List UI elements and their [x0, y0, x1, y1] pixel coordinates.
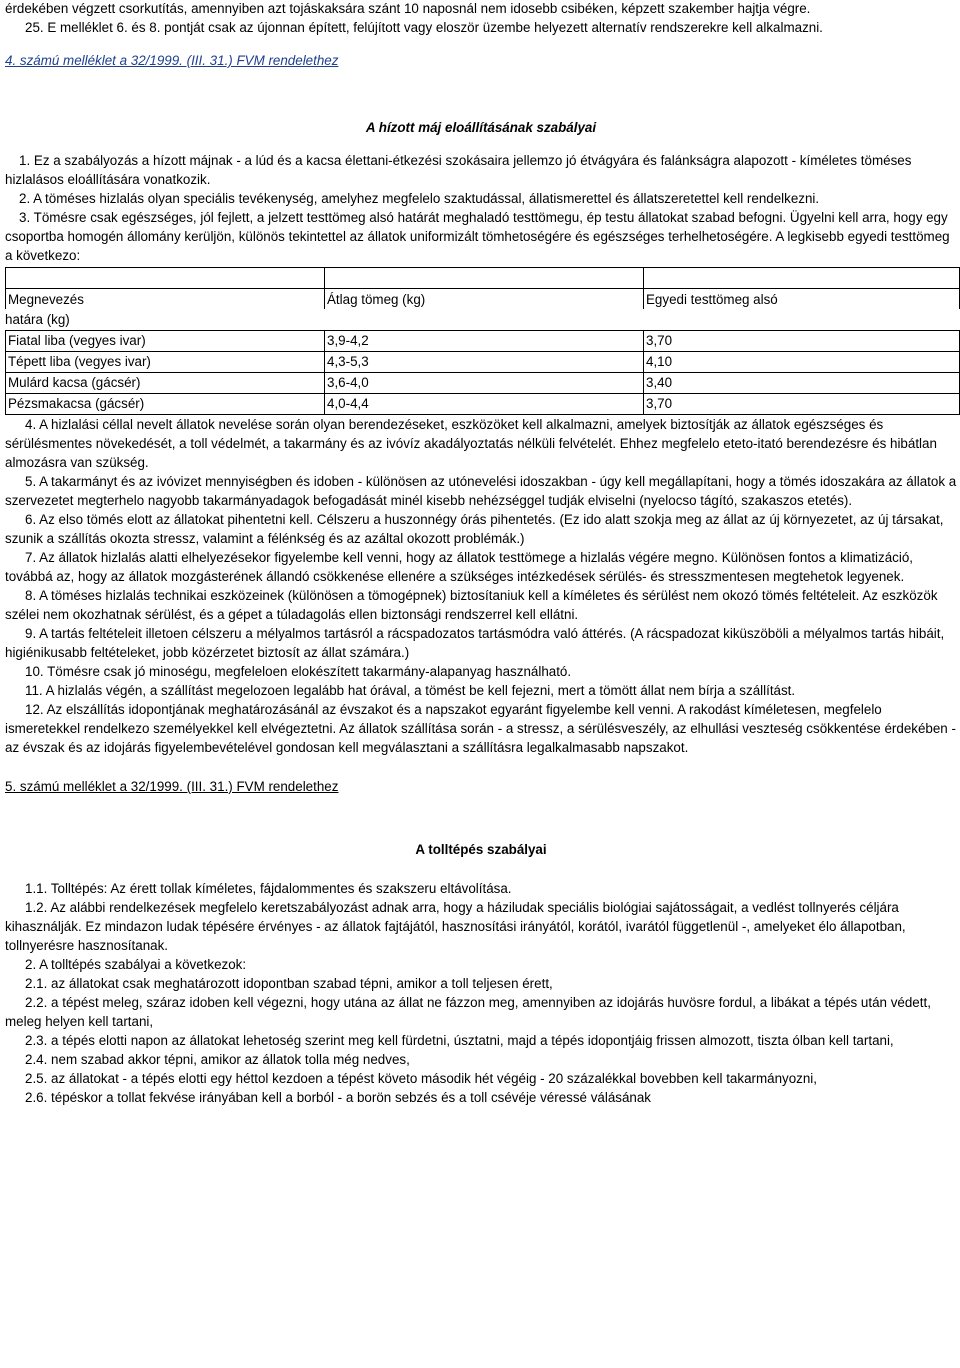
paragraph: 12. Az elszállítás idopontjának meghatározásánál az évszakot és a napszakot egyaránt figyelembe kell venni. A rakodást kíméletesen, megfelelo ismeretekkel rendelkezo személyekkel kell elvégeztetni. Az állatok szállítása során - a stressz, a sérülésveszély, az elhullási veszteség csökkentése érdekében - az évszak és az idojárás figyelembevételével gondosan kell megválasztani a szállításra legalkalmasabb napszakot. [5, 702, 956, 755]
table-cell: 3,70 [646, 333, 673, 348]
annex-5-heading: A tolltépés szabályai [415, 842, 547, 857]
paragraph: 3. Tömésre csak egészséges, jól fejlett, a jelzett testtömeg alsó határát meghaladó testtömegu, ép testu állatokat szabad befogni. Ügyelni kell arra, hogy egy csoportba homogén állomány kerüljön, különös tekintettel az állatok uniformizált tömhetoségére és egészséges terhelhetoségére. A legkisebb egyedi testtömeg a következo: [5, 210, 950, 263]
paragraph: 2.3. a tépés elotti napon az állatokat lehetoség szerint meg kell fürdetni, úsztatni, majd a tépés idopontjáig frissen almozott, tiszta ólban kell tartani, [25, 1033, 894, 1048]
paragraph: 5. A takarmányt és az ivóvizet mennyiségben és idoben - különösen az utónevelési idoszakban - úgy kell megállapítani, hogy a tömés idoszakára az állatok a szervezetet megterhelo nagyobb takarmányadagok befogadását minél kisebb nehézséggel tudják elviselni (nyelocso tágító, szakaszos etetés). [5, 474, 957, 508]
table-cell: 4,3-5,3 [325, 352, 644, 372]
table-row [5, 331, 960, 352]
table-cell: 3,9-4,2 [325, 331, 644, 351]
table-cell: Tépett liba (vegyes ivar) [6, 352, 325, 372]
table-cell: 3,40 [646, 375, 673, 390]
table-row [5, 373, 960, 394]
paragraph: 11. A hizlalás végén, a szállítást megelozoen legalább hat órával, a tömést be kell fejezni, mert a tömött állat nem bírja a szállítást. [25, 683, 796, 698]
table-cell: 4,0-4,4 [325, 394, 644, 414]
paragraph: 1.2. Az alábbi rendelkezések megfelelo keretszabályozást adnak arra, hogy a háziludak speciális biológiai sajátosságait, a vedlést tollnyerés céljára kihasználják. Ez mindazon ludak tépésére érvényes - az állatok fajtájától, hasznosítási irányától, korától, ivarától függetlenül -, amelyeket élo állapotban, tollnyerésre hasznosítanak. [5, 900, 906, 953]
paragraph: 1. Ez a szabályozás a hízott májnak - a lúd és a kacsa élettani-étkezési szokásaira jellemzo jó étvágyára és falánkságra alapozott - kíméletes töméses hizlalásos eloállítására vonatkozik. [5, 153, 912, 187]
table-cell: Pézsmakacsa (gácsér) [6, 394, 325, 414]
table-header-cell: Egyedi testtömeg alsó [646, 292, 778, 307]
paragraph: 2.1. az állatokat csak meghatározott idopontban szabad tépni, amikor a toll teljesen érett, [25, 976, 553, 991]
table-cell: Mulárd kacsa (gácsér) [6, 373, 325, 393]
paragraph: 8. A töméses hizlalás technikai eszközeinek (különösen a tömogépnek) biztosítaniuk kell a kíméletes és sérülést nem okozó tömés feltételeit. Az eszközök szélei nem okozhatnak sérülést, és a gépet a túladagolás ellen biztonsági rendszerrel kell ellátni. [5, 588, 938, 622]
table-header-row [5, 289, 960, 309]
paragraph: érdekében végzett csorkutítás, amennyiben azt tojáskaksára szánt 10 naposnál nem idosebb csibéken, képzett szakember hajtja végre. [5, 1, 811, 16]
paragraph: 9. A tartás feltételeit illetoen célszeru a mélyalmos tartásról a rácspadozatos tartásmódra való áttérés. (A rácspadozat kiküszöböli a mélyalmos tartás hibáit, higiénikusabb feltételeket, jobb közérzetet biztosít az állat számára.) [5, 626, 945, 660]
table-cell: 4,10 [646, 354, 673, 369]
paragraph: 25. E melléklet 6. és 8. pontját csak az újonnan épített, felújított vagy eloször üzembe helyezett alternatív rendszerekre kell alkalmazni. [25, 20, 823, 35]
paragraph: 2. A tolltépés szabályai a következok: [25, 957, 247, 972]
weight-table [5, 267, 960, 415]
paragraph: 2.6. tépéskor a tollat fekvése irányában kell a borból - a borön sebzés és a toll csévéje véressé válásának [25, 1090, 651, 1105]
paragraph: 1.1. Tolltépés: Az érett tollak kíméletes, fájdalommentes és szakszeru eltávolítása. [25, 881, 512, 896]
annex-4-heading: A hízott máj eloállításának szabályai [365, 120, 597, 135]
paragraph: 7. Az állatok hizlalás alatti elhelyezésekor figyelembe kell venni, hogy az állatok testtömege a hizlalás végére megno. Különösen fontos a klimatizáció, továbbá az, hogy az állatok mozgásterének állandó csökkenése ellenére a szükséges intézkedések sérülés- és stresszmentesen megtehetok legyenek. [5, 550, 913, 584]
table-row [5, 394, 960, 415]
annex-4-title: 4. számú melléklet a 32/1999. (III. 31.) FVM rendelethez [5, 53, 339, 68]
paragraph: 10. Tömésre csak jó minoségu, megfeleloen elokészített takarmány-alapanyag használható. [25, 664, 572, 679]
table-cell: Fiatal liba (vegyes ivar) [6, 331, 325, 351]
table-header-tail: határa (kg) [5, 309, 960, 331]
table-header-cell: Átlag tömeg (kg) [325, 289, 644, 309]
paragraph: 2.5. az állatokat - a tépés elotti egy héttol kezdoen a tépést követo második hét végéig - 20 százalékkal bovebben kell takarmányozni, [25, 1071, 818, 1086]
document-page [5, 0, 957, 1107]
paragraph: 4. A hizlalási céllal nevelt állatok nevelése során olyan berendezéseket, eszközöket kell alkalmazni, amelyek biztosítják az állatok egészséges és sérülésmentes növekedését, a toll védelmét, a takarmány és az ivóvíz akadályoztatás nélküli felvételét. Ehhez megfelelo eteto-itató berendezésre és hibátlan almozásra van szükség. [5, 417, 937, 470]
annex-5-title: 5. számú melléklet a 32/1999. (III. 31.) FVM rendelethez [5, 779, 339, 794]
table-cell: 3,6-4,0 [325, 373, 644, 393]
table-header-cell: Megnevezés [6, 289, 325, 309]
table-cell: 3,70 [646, 396, 673, 411]
paragraph: 2. A töméses hizlalás olyan speciális tevékenység, amelyhez megfelelo szaktudással, állatismerettel és állatszeretettel kell rendelkezni. [19, 191, 820, 206]
paragraph: 6. Az elso tömés elott az állatokat pihentetni kell. Célszeru a huszonnégy órás pihentetés. (Ez ido alatt szokja meg az állat az új környezetet, az új társakat, szunik a szállítás okozta stressz, valamint a félénkség és az azáltal okozott problémák.) [5, 512, 944, 546]
table-row [5, 352, 960, 373]
paragraph: 2.4. nem szabad akkor tépni, amikor az állatok tolla még nedves, [25, 1052, 410, 1067]
paragraph: 2.2. a tépést meleg, száraz idoben kell végezni, hogy utána az állat ne fázzon meg, amennyiben az idojárás huvösre fordul, a libákat a tépés után védett, meleg helyen kell tartani, [5, 995, 931, 1029]
table-empty-row [5, 267, 960, 289]
